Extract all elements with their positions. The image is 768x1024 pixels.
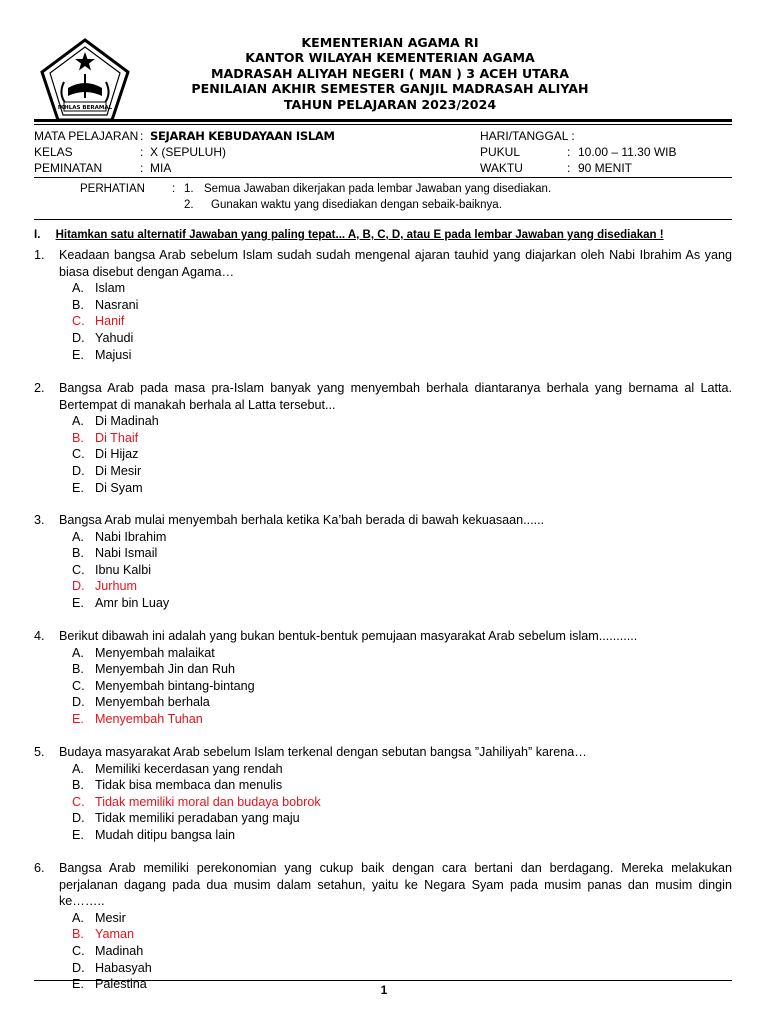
- option-item: [72, 827, 732, 844]
- option-text: Tidak memiliki moral dan budaya bobrok: [95, 794, 321, 809]
- option-letter: B.: [72, 778, 84, 793]
- option-text: Habasyah: [95, 960, 152, 975]
- option-text: Yaman: [95, 927, 134, 942]
- option-text: Tidak bisa membaca dan menulis: [95, 778, 283, 793]
- option-letter: E.: [72, 480, 84, 495]
- question-number: 1.: [34, 248, 45, 262]
- option-letter: C.: [72, 562, 85, 577]
- option-text: Di Hijaz: [95, 447, 139, 462]
- colon: :: [140, 145, 144, 159]
- notice-divider: [34, 219, 732, 220]
- option-item: [72, 463, 732, 480]
- option-letter: E.: [72, 711, 84, 726]
- notice-label: PERHATIAN: [80, 183, 145, 195]
- option-text: Menyembah Tuhan: [95, 711, 203, 726]
- footer-divider: [34, 980, 732, 981]
- subject-value: SEJARAH KEBUDAYAAN ISLAM: [150, 129, 335, 143]
- major-value: MIA: [150, 161, 172, 175]
- colon: :: [140, 129, 144, 143]
- option-letter: D.: [72, 330, 85, 345]
- question-number: 4.: [34, 629, 45, 643]
- section-number: I.: [34, 229, 41, 241]
- duration-label: WAKTU: [480, 161, 523, 175]
- option-text: Madinah: [95, 943, 144, 958]
- option-item: [72, 694, 732, 711]
- option-text: Nasrani: [95, 297, 139, 312]
- option-item: [72, 678, 732, 695]
- option-item: [72, 330, 732, 347]
- question-item: [34, 380, 732, 496]
- header-line-school: MADRASAH ALIYAH NEGERI ( MAN ) 3 ACEH UTARA: [211, 65, 569, 81]
- option-text: Memiliki kecerdasan yang rendah: [95, 761, 283, 776]
- option-text: Yahudi: [95, 330, 134, 345]
- option-text: Menyembah bintang-bintang: [95, 678, 255, 693]
- option-text: Menyembah malaikat: [95, 645, 215, 660]
- option-letter: C.: [72, 678, 85, 693]
- option-letter: D.: [72, 463, 85, 478]
- option-text: Nabi Ibrahim: [95, 529, 167, 544]
- option-letter: D.: [72, 695, 85, 710]
- option-letter: A.: [72, 645, 84, 660]
- option-item: [72, 777, 732, 794]
- option-letter: A.: [72, 761, 84, 776]
- answer-option: [72, 313, 732, 330]
- option-text: Hanif: [95, 314, 125, 329]
- colon: :: [567, 145, 571, 159]
- date-label: HARI/TANGGAL :: [480, 129, 575, 143]
- question-text: Bangsa Arab memiliki perekonomian yang cukup baik dengan cara bertani dan berdagang. Mereka melakukan perjalanan dagang pada dua musim dalam setahun, yaitu ke Negara Syam pada musim panas dan musim dingin ke……..: [59, 861, 732, 909]
- option-list: [34, 280, 732, 363]
- option-item: [72, 810, 732, 827]
- class-label: KELAS: [34, 145, 73, 159]
- option-item: [72, 595, 732, 612]
- header-divider-thick: [34, 119, 732, 122]
- option-text: Di Mesir: [95, 463, 142, 478]
- section-instruction: [34, 229, 664, 241]
- colon: :: [140, 161, 144, 175]
- time-value: 10.00 – 11.30 WIB: [578, 145, 677, 159]
- option-letter: C.: [72, 314, 85, 329]
- option-letter: C.: [72, 943, 85, 958]
- option-item: [72, 960, 732, 977]
- option-item: [72, 297, 732, 314]
- option-item: [72, 545, 732, 562]
- option-letter: E.: [72, 595, 84, 610]
- notice-item-text: Semua Jawaban dikerjakan pada lembar Jawaban yang disediakan.: [204, 183, 552, 195]
- notice-item-number: 1.: [184, 183, 194, 195]
- answer-option: [72, 926, 732, 943]
- answer-option: [72, 794, 732, 811]
- question-number: 2.: [34, 381, 45, 395]
- option-letter: A.: [72, 529, 84, 544]
- major-label: PEMINATAN: [34, 161, 103, 175]
- question-text: Bangsa Arab mulai menyembah berhala ketika Ka’bah berada di bawah kekuasaan......: [59, 513, 545, 527]
- option-letter: C.: [72, 794, 85, 809]
- section-text: Hitamkan satu alternatif Jawaban yang paling tepat... A, B, C, D, atau E pada lembar Jawaban yang disediakan !: [55, 229, 664, 241]
- exam-info-right: [480, 129, 730, 177]
- notice-item-text: Gunakan waktu yang disediakan dengan sebaik-baiknya.: [211, 199, 502, 211]
- question-number: 5.: [34, 745, 45, 759]
- option-letter: B.: [72, 430, 84, 445]
- header-divider-thin: [34, 124, 732, 125]
- colon: :: [172, 183, 176, 195]
- option-letter: B.: [72, 546, 84, 561]
- question-text: Budaya masyarakat Arab sebelum Islam terkenal dengan sebutan bangsa ”Jahiliyah” karena…: [59, 745, 587, 759]
- subject-label: MATA PELAJARAN: [34, 129, 139, 143]
- option-text: Di Syam: [95, 480, 143, 495]
- option-list: [34, 529, 732, 612]
- option-item: [72, 280, 732, 297]
- option-text: Palestina: [95, 977, 147, 992]
- notice-item-number: 2.: [184, 199, 194, 211]
- question-item: [34, 628, 732, 728]
- option-item: [72, 480, 732, 497]
- option-text: Di Thaif: [95, 430, 139, 445]
- answer-option: [72, 430, 732, 447]
- header-line-exam: PENILAIAN AKHIR SEMESTER GANJIL MADRASAH ALIYAH: [191, 81, 589, 97]
- option-item: [72, 347, 732, 364]
- option-item: [72, 910, 732, 927]
- option-letter: D.: [72, 579, 85, 594]
- question-item: [34, 860, 732, 993]
- option-text: Majusi: [95, 347, 132, 362]
- option-item: [72, 943, 732, 960]
- question-text: Keadaan bangsa Arab sebelum Islam sudah sudah mengenal ajaran tauhid yang diajarkan oleh Nabi Ibrahim As yang biasa disebut dengan Agama…: [59, 248, 732, 279]
- option-item: [72, 761, 732, 778]
- option-item: [72, 661, 732, 678]
- question-number: 3.: [34, 513, 45, 527]
- letterhead: [150, 35, 630, 112]
- question-item: [34, 744, 732, 844]
- option-letter: C.: [72, 447, 85, 462]
- option-letter: E.: [72, 827, 84, 842]
- option-text: Mesir: [95, 910, 126, 925]
- option-text: Di Madinah: [95, 414, 159, 429]
- option-text: Mudah ditipu bangsa lain: [95, 827, 236, 842]
- question-text: Berikut dibawah ini adalah yang bukan bentuk-bentuk pemujaan masyarakat Arab sebelum islam...........: [59, 629, 638, 643]
- option-item: [72, 562, 732, 579]
- question-item: [34, 247, 732, 363]
- svg-text:IKHLAS BERAMAL: IKHLAS BERAMAL: [57, 105, 113, 111]
- option-text: Menyembah berhala: [95, 695, 210, 710]
- option-text: Menyembah Jin dan Ruh: [95, 662, 236, 677]
- header-line-ministry: KEMENTERIAN AGAMA RI: [301, 35, 479, 50]
- option-item: [72, 529, 732, 546]
- question-text: Bangsa Arab pada masa pra-Islam banyak yang menyembah berhala diantaranya berhala yang bernama al Latta. Bertempat di manakah berhala al Latta tersebut...: [59, 381, 732, 412]
- option-letter: E.: [72, 347, 84, 362]
- option-letter: E.: [72, 977, 84, 992]
- option-letter: B.: [72, 927, 84, 942]
- option-letter: B.: [72, 297, 84, 312]
- option-letter: A.: [72, 910, 84, 925]
- option-text: Islam: [95, 281, 126, 296]
- info-divider: [34, 177, 732, 178]
- option-item: [72, 413, 732, 430]
- option-item: [72, 645, 732, 662]
- answer-option: [72, 578, 732, 595]
- option-text: Tidak memiliki peradaban yang maju: [95, 811, 300, 826]
- option-letter: B.: [72, 662, 84, 677]
- option-item: [72, 446, 732, 463]
- duration-value: 90 MENIT: [578, 161, 633, 175]
- option-text: Amr bin Luay: [95, 595, 170, 610]
- kemenag-logo: [40, 38, 130, 122]
- option-letter: A.: [72, 281, 84, 296]
- question-number: 6.: [34, 861, 45, 875]
- option-letter: D.: [72, 811, 85, 826]
- header-line-office: KANTOR WILAYAH KEMENTERIAN AGAMA: [245, 50, 535, 66]
- option-letter: A.: [72, 414, 84, 429]
- page-number: 1: [380, 983, 388, 997]
- option-list: [34, 761, 732, 844]
- answer-option: [72, 711, 732, 728]
- option-letter: D.: [72, 960, 85, 975]
- option-text: Ibnu Kalbi: [95, 562, 152, 577]
- colon: :: [567, 161, 571, 175]
- option-text: Nabi Ismail: [95, 546, 158, 561]
- header-line-year: TAHUN PELAJARAN 2023/2024: [283, 96, 497, 112]
- option-list: [34, 645, 732, 728]
- exam-info-left: [34, 129, 454, 177]
- option-list: [34, 413, 732, 496]
- time-label: PUKUL: [480, 145, 521, 159]
- option-text: Jurhum: [95, 579, 137, 594]
- question-item: [34, 512, 732, 612]
- class-value: X (SEPULUH): [150, 145, 227, 159]
